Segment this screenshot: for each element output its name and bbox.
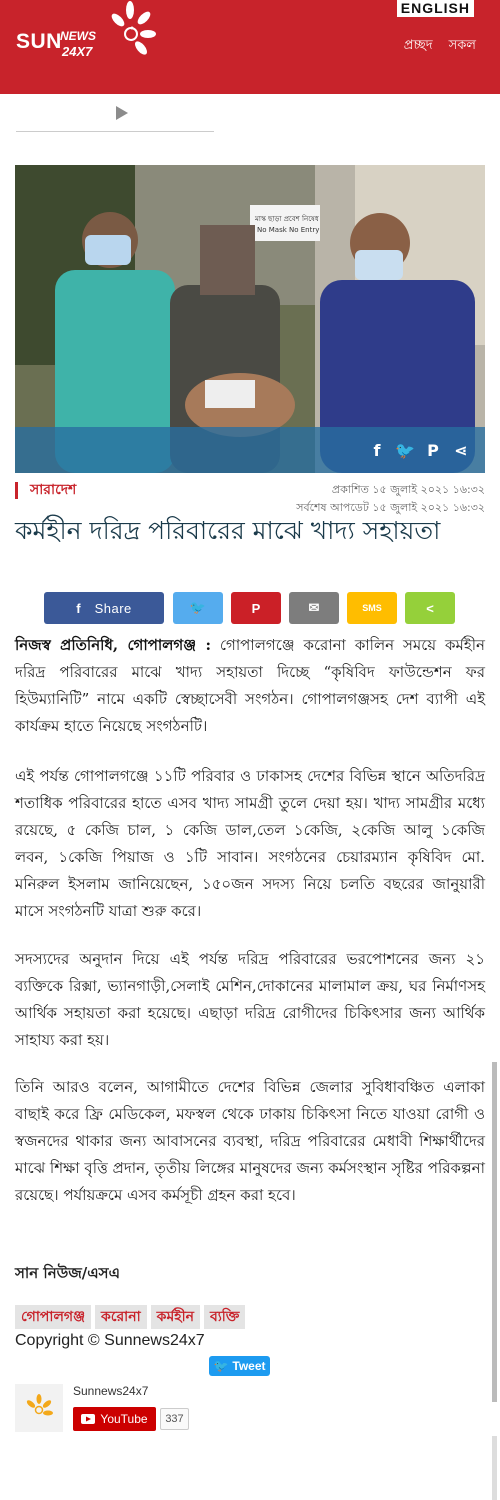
article-signature: সান নিউজ/এসএ	[15, 1264, 120, 1282]
article-title: কর্মহীন দরিদ্র পরিবারের মাঝে খাদ্য সহায়তা	[15, 516, 441, 545]
facebook-share-button[interactable]	[44, 592, 164, 624]
logo-sun-text: SUN	[16, 30, 62, 53]
twitter-icon[interactable]: 🐦	[395, 440, 415, 460]
svg-text:No Mask No Entry: No Mask No Entry	[257, 226, 320, 234]
tweet-label: Tweet	[232, 1359, 266, 1373]
facebook-share-label: Share	[94, 600, 132, 616]
email-share-button[interactable]	[289, 592, 339, 624]
english-language-button[interactable]: ENGLISH	[397, 0, 474, 17]
article-paragraph-2: এই পর্যন্ত গোপালগঞ্জে ১১টি পরিবার ও ঢাকাসহ দেশের বিভিন্ন স্থানে অতিদরিদ্র শতাধিক পরিবারের হাতে এসব খাদ্য সামগ্রী তুলে দেয়া হয়। খাদ্য সামগ্রীর মধ্যে রয়েছে, ৫ কেজি চাল, ১ কেজি ডাল,তেল ১কেজি, ২কেজি আলু ১কেজি লবন, ১কেজি পিয়াজ ও ১টি সাবান। সংগঠনের চেয়ারম্যান কৃষিবিদ মো. মনিরুল ইসলাম জানিয়েছেন, ১৫০জন সদস্য নিয়ে চলতি বছরের জানুয়ারী মাসে সংগঠনটি যাত্রা শুরু করে।	[15, 767, 485, 920]
youtube-channel-name[interactable]: Sunnews24x7	[73, 1384, 149, 1398]
tag-item[interactable]: কর্মহীন	[151, 1305, 200, 1329]
facebook-icon: f	[76, 600, 81, 616]
copyright-text: Copyright © Sunnews24x7	[15, 1332, 205, 1349]
youtube-icon	[81, 1414, 95, 1424]
site-header	[0, 0, 500, 94]
twitter-share-button[interactable]	[173, 592, 223, 624]
image-share-strip	[15, 427, 485, 473]
logo-news-text: NEWS	[60, 29, 96, 43]
sharethis-icon: <	[426, 600, 434, 616]
audio-player	[16, 96, 214, 132]
logo-flower-icon	[108, 0, 156, 62]
youtube-subscribe-button[interactable]	[73, 1407, 156, 1431]
email-icon: ✉	[308, 600, 320, 615]
article-paragraph-3: সদস্যদের অনুদান দিয়ে এই পর্যন্ত দরিদ্র পরিবারের ভরপোশনের জন্য ২১ ব্যক্তিকে রিক্সা, ভ্যানগাড়ী,সেলাই মেশিন,দোকানের মালামাল ক্রয়, ঘর নির্মাণসহ আর্থিক সহায়তা করা হয়েছে। এছাড়া দরিদ্র রোগীদের চিকিৎসার জন্য আর্থিক সাহায্য করা হয়।	[15, 950, 485, 1049]
scrollbar-track[interactable]	[492, 1436, 497, 1500]
sms-share-button[interactable]	[347, 592, 397, 624]
pinterest-icon: P	[251, 600, 261, 616]
tweet-button[interactable]	[209, 1356, 270, 1376]
nav-cover[interactable]: প্রচ্ছদ	[403, 38, 433, 53]
svg-text:মাস্ক ছাড়া প্রবেশ নিষেধ: মাস্ক ছাড়া প্রবেশ নিষেধ	[255, 215, 319, 223]
youtube-button-label: YouTube	[100, 1412, 148, 1426]
scrollbar-thumb[interactable]	[492, 1062, 497, 1402]
sun-flower-icon	[24, 1393, 54, 1423]
tag-item[interactable]: ব্যক্তি	[204, 1305, 245, 1329]
share-icon[interactable]: ⋖	[454, 440, 468, 460]
article-paragraph-1	[15, 632, 485, 740]
article-hero-image	[15, 165, 485, 473]
article-paragraph-4: তিনি আরও বলেন, আগামীতে দেশের বিভিন্ন জেলার সুবিধাবঞ্চিত এলাকা বাছাই করে ফ্রি মেডিকেল, মফস্বল থেকে ঢাকায় চিকিৎসা নিতে যাওয়া রোগী ও স্বজনদের থাকার জন্য আবাসনের ব্যবস্থা, দরিদ্র পরিবারের মেধাবী শিক্ষার্থীদের মাঝে শিক্ষা বৃত্তি প্রদান, তৃতীয় লিঙ্গের মানুষদের জন্য কর্মসংস্থান সৃষ্টির পরিকল্পনা রয়েছে। পর্যায়ক্রমে এসব কর্মসূচী গ্রহন করা হবে।	[15, 1078, 485, 1204]
facebook-icon[interactable]: f	[373, 440, 381, 460]
twitter-icon: 🐦	[189, 600, 207, 615]
sharethis-button[interactable]	[405, 592, 455, 624]
tag-list	[15, 1305, 245, 1329]
header-nav	[404, 36, 476, 57]
site-logo[interactable]	[16, 0, 156, 70]
logo-247-text: 24X7	[62, 44, 93, 59]
nav-all[interactable]: সকল	[448, 38, 476, 53]
share-button-row	[44, 592, 456, 624]
article-byline: নিজস্ব প্রতিনিধি, গোপালগঞ্জ :	[15, 636, 211, 654]
paragraph-1-text: গোপালগঞ্জে করোনা কালিন সময়ে কর্মহীন দরিদ্র পরিবারের মাঝে খাদ্য সহায়তা দিচ্ছে “কৃষিবিদ ফাউন্ডেশন ফর হিউম্যানিটি” নামে একটি স্বেচ্ছাসেবী সংগঠন। গোপালগঞ্জসহ দেশ ব্যাপী এই কার্যক্রম হাতে নিয়েছে সংগঠনটি।	[15, 636, 485, 735]
category-link[interactable]: সারাদেশ	[15, 482, 76, 499]
tag-item[interactable]: গোপালগঞ্জ	[15, 1305, 91, 1329]
youtube-subscriber-count: 337	[160, 1408, 189, 1430]
pinterest-share-button[interactable]	[231, 592, 281, 624]
sms-icon: SMS	[362, 603, 382, 613]
tag-item[interactable]: করোনা	[95, 1305, 147, 1329]
published-date: প্রকাশিত ১৫ জুলাই ২০২১ ১৬:৩২	[331, 483, 485, 496]
play-icon[interactable]	[116, 106, 128, 120]
youtube-channel-avatar[interactable]	[15, 1384, 63, 1432]
pinterest-icon[interactable]: P	[427, 440, 439, 460]
twitter-bird-icon: 🐦	[213, 1359, 229, 1373]
updated-date: সর্বশেষ আপডেট ১৫ জুলাই ২০২১ ১৬:৩২	[296, 501, 485, 514]
